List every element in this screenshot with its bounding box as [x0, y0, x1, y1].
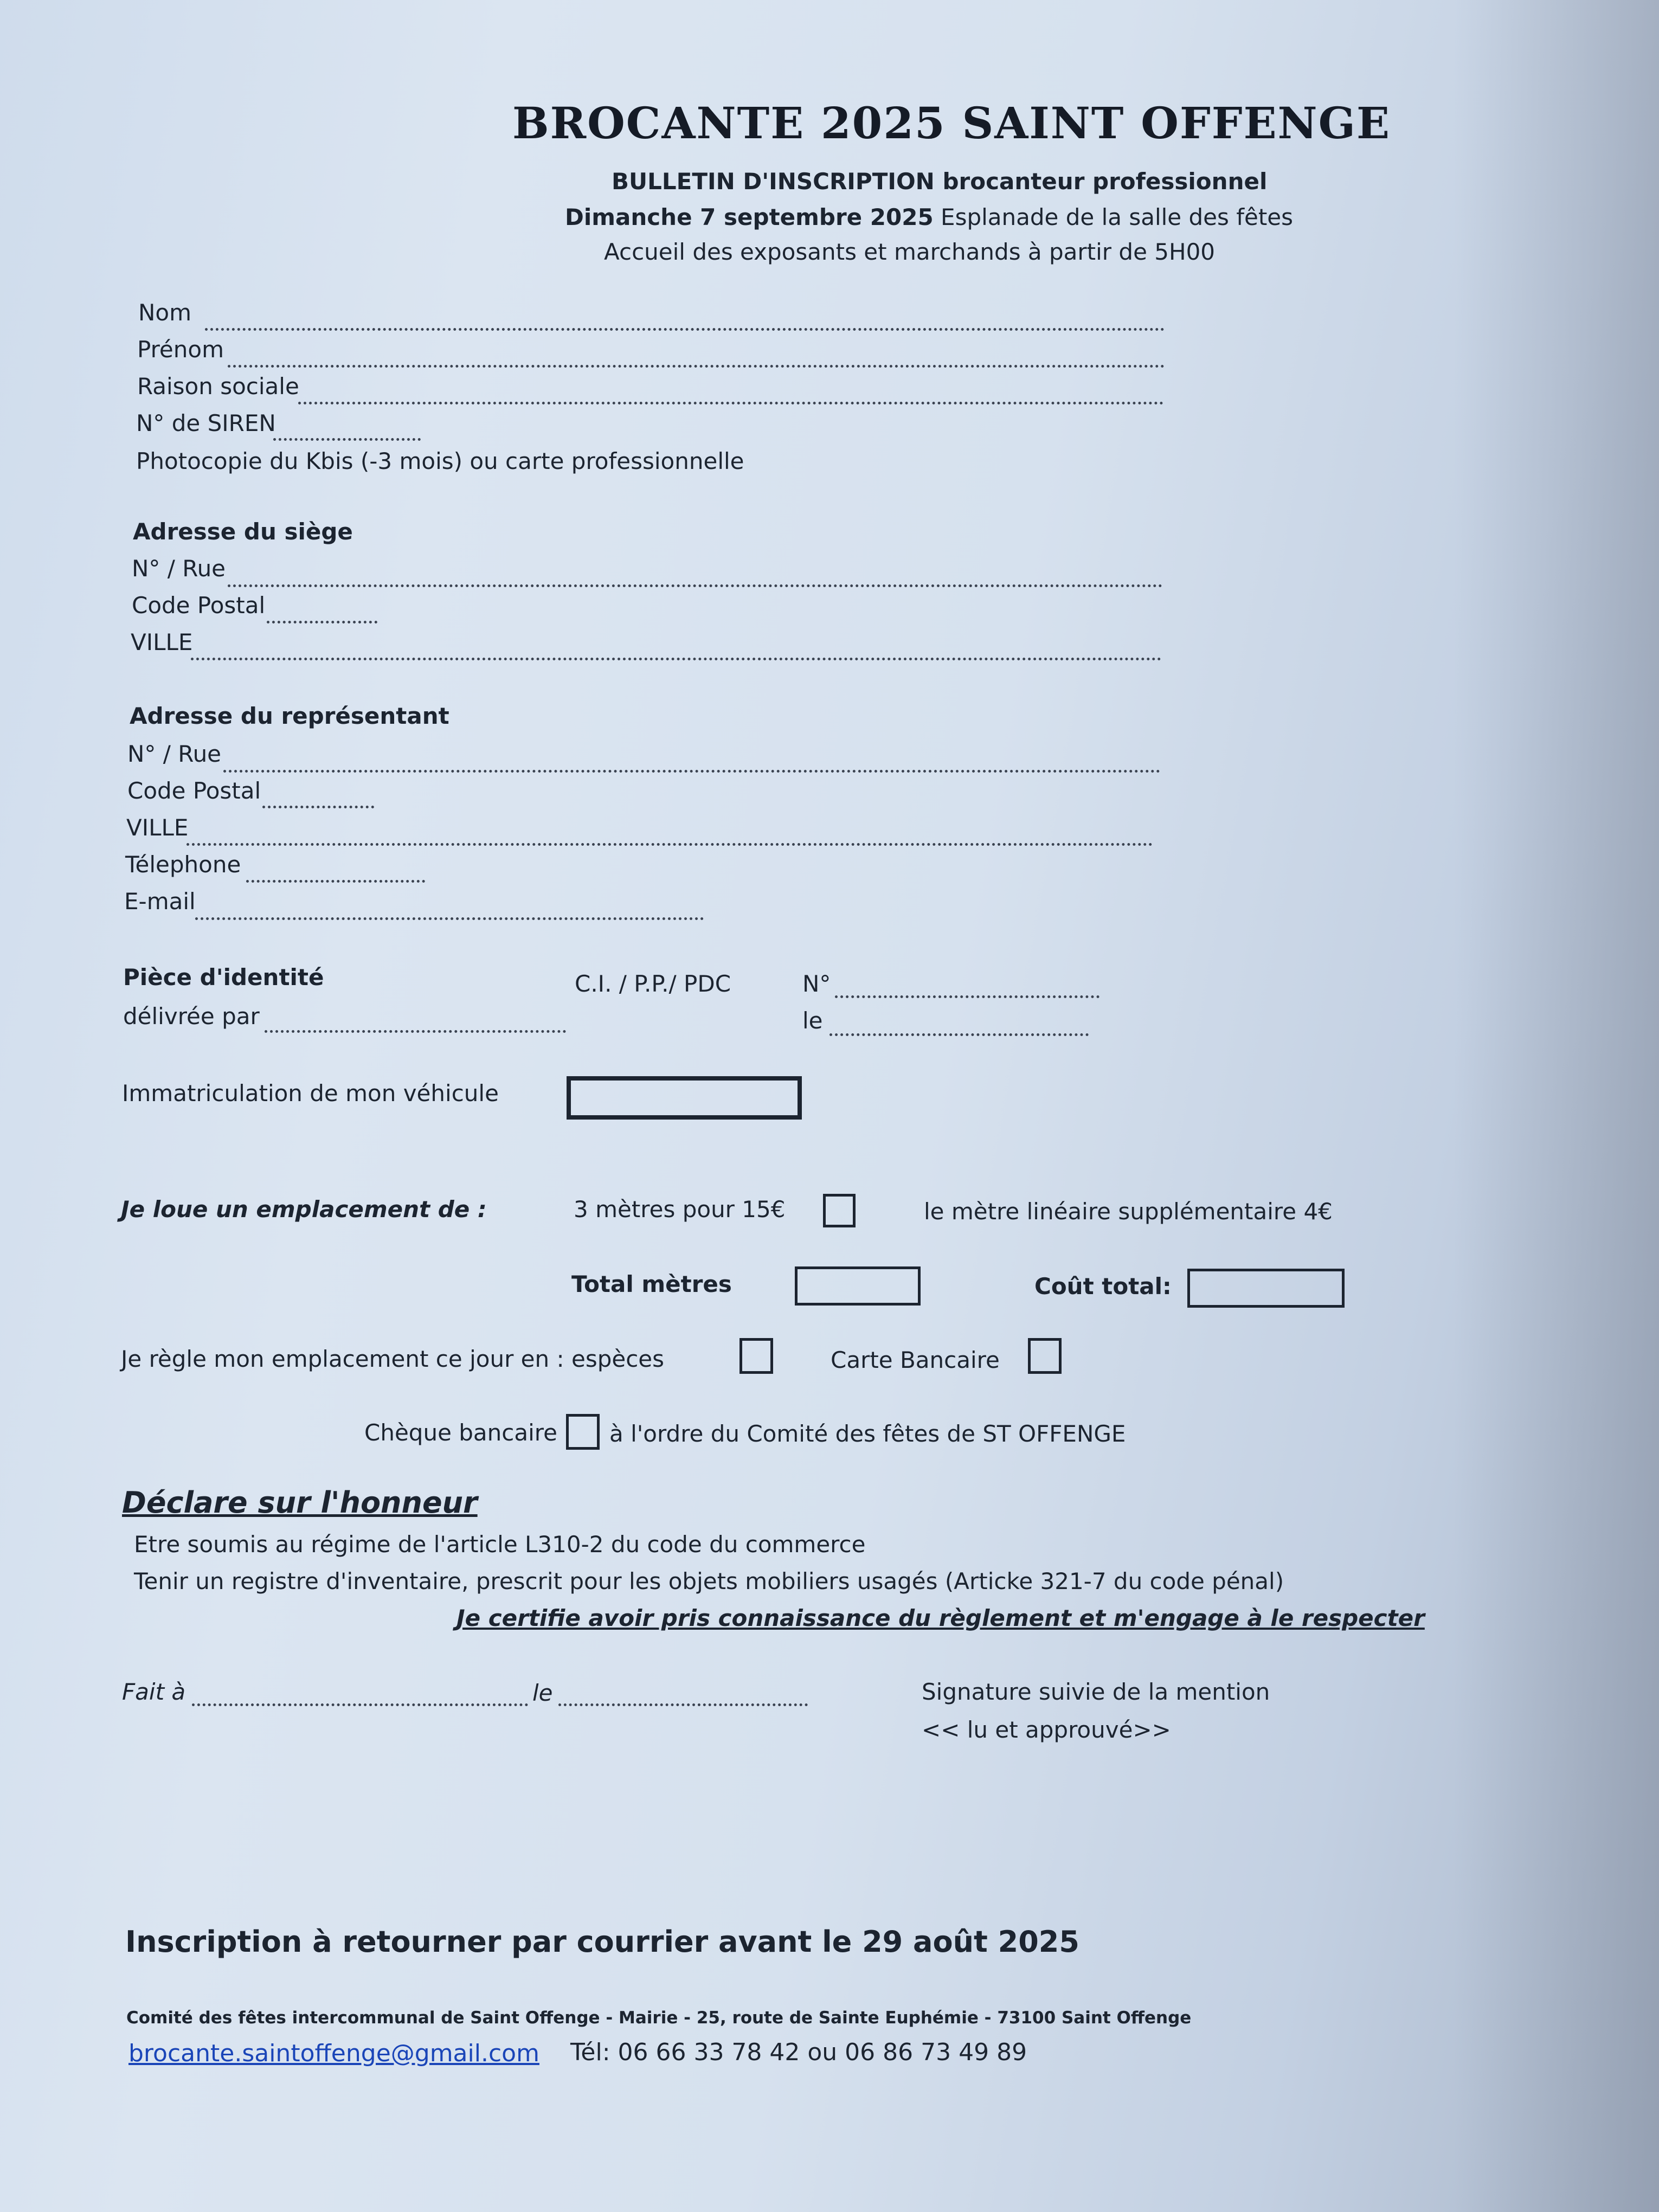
- carte-bancaire-checkbox[interactable]: [1028, 1338, 1062, 1374]
- rep-cp-label: Code Postal: [127, 777, 261, 804]
- rep-ville-field[interactable]: [187, 843, 1153, 846]
- siege-cp-field[interactable]: [267, 621, 377, 623]
- piece-date-label: le: [802, 1007, 823, 1034]
- piece-heading: Pièce d'identité: [123, 964, 324, 991]
- rep-ville-label: VILLE: [126, 814, 189, 841]
- rep-tel-label: Télephone: [125, 851, 241, 878]
- rep-rue-label: N° / Rue: [127, 741, 222, 767]
- siege-heading: Adresse du siège: [133, 518, 353, 545]
- emplacement-label: Je loue un emplacement de :: [121, 1196, 487, 1223]
- especes-checkbox[interactable]: [740, 1338, 773, 1374]
- rep-email-label: E-mail: [124, 888, 196, 915]
- siren-field[interactable]: [273, 438, 421, 441]
- emplacement-base-checkbox[interactable]: [823, 1194, 856, 1227]
- cout-total-label: Coût total:: [1034, 1273, 1172, 1300]
- certify-statement: Je certifie avoir pris connaissance du règlement et m'engage à le respecter: [456, 1605, 1425, 1631]
- signature-mention-2: << lu et approuvé>>: [922, 1716, 1171, 1743]
- siren-label: N° de SIREN: [136, 410, 276, 436]
- siege-rue-field[interactable]: [228, 584, 1162, 587]
- raison-sociale-field[interactable]: [298, 402, 1163, 404]
- deadline-note: Inscription à retourner par courrier avant le 29 août 2025: [125, 1925, 1079, 1959]
- fait-a-label: Fait à: [122, 1679, 186, 1705]
- honneur-heading: Déclare sur l'honneur: [122, 1486, 478, 1520]
- nom-field[interactable]: [205, 328, 1165, 331]
- emplacement-base-label: 3 mètres pour 15€: [574, 1196, 786, 1223]
- honneur-line-1: Etre soumis au régime de l'article L310-2 du code du commerce: [134, 1531, 866, 1558]
- rep-email-field[interactable]: [195, 917, 704, 920]
- contact-phone: Tél: 06 66 33 78 42 ou 06 86 73 49 89: [570, 2039, 1027, 2066]
- prenom-field[interactable]: [228, 365, 1165, 368]
- piece-numero-field[interactable]: [835, 995, 1099, 998]
- emplacement-extra-label: le mètre linéaire supplémentaire 4€: [924, 1198, 1333, 1225]
- total-metres-input[interactable]: [795, 1266, 921, 1306]
- welcome-line: Accueil des exposants et marchands à partir de 5H00: [604, 239, 1216, 265]
- fait-a-field[interactable]: [192, 1703, 528, 1706]
- cout-total-input[interactable]: [1187, 1269, 1345, 1308]
- siege-rue-label: N° / Rue: [132, 555, 226, 582]
- kbis-note: Photocopie du Kbis (-3 mois) ou carte professionnelle: [136, 448, 744, 474]
- rep-rue-field[interactable]: [223, 770, 1160, 773]
- raison-sociale-label: Raison sociale: [137, 373, 299, 400]
- rep-tel-field[interactable]: [246, 880, 425, 883]
- carte-bancaire-label: Carte Bancaire: [831, 1347, 1000, 1373]
- committee-address: Comité des fêtes intercommunal de Saint Offenge - Mairie - 25, route de Sainte Euphémie - 73100 Saint Offenge: [126, 2008, 1192, 2028]
- cheque-checkbox[interactable]: [566, 1414, 600, 1450]
- siege-ville-label: VILLE: [131, 629, 193, 655]
- siege-cp-label: Code Postal: [132, 592, 266, 619]
- prenom-label: Prénom: [137, 336, 224, 363]
- event-date-line: [565, 204, 1293, 230]
- delivree-field[interactable]: [265, 1030, 566, 1033]
- event-place: Esplanade de la salle des fêtes: [941, 204, 1294, 230]
- cheque-label: Chèque bancaire: [364, 1419, 557, 1446]
- siege-ville-field[interactable]: [191, 658, 1161, 660]
- vehicule-label: Immatriculation de mon véhicule: [122, 1080, 499, 1107]
- paiement-especes-label: Je règle mon emplacement ce jour en : espèces: [121, 1346, 665, 1372]
- total-metres-label: Total mètres: [571, 1271, 732, 1297]
- nom-label: Nom: [138, 299, 192, 326]
- piece-date-field[interactable]: [829, 1033, 1089, 1036]
- contact-email-link[interactable]: brocante.saintoffenge@gmail.com: [128, 2040, 539, 2067]
- event-date: Dimanche 7 septembre 2025: [565, 204, 934, 230]
- rep-cp-field[interactable]: [262, 806, 374, 808]
- signature-date-label: le: [532, 1680, 553, 1706]
- signature-date-field[interactable]: [558, 1703, 808, 1706]
- piece-numero-label: N°: [802, 970, 831, 997]
- honneur-line-2: Tenir un registre d'inventaire, prescrit pour les objets mobiliers usagés (Articke 321-7 du code pénal): [134, 1568, 1284, 1594]
- representant-heading: Adresse du représentant: [130, 703, 449, 729]
- form-subtitle: BULLETIN D'INSCRIPTION brocanteur professionnel: [612, 168, 1268, 195]
- form-title: BROCANTE 2025 SAINT OFFENGE: [512, 98, 1391, 149]
- delivree-label: délivrée par: [123, 1003, 260, 1030]
- vehicule-input[interactable]: [567, 1076, 802, 1120]
- piece-types: C.I. / P.P./ PDC: [575, 970, 731, 997]
- cheque-ordre-label: à l'ordre du Comité des fêtes de ST OFFENGE: [609, 1420, 1126, 1447]
- signature-mention-1: Signature suivie de la mention: [922, 1679, 1270, 1705]
